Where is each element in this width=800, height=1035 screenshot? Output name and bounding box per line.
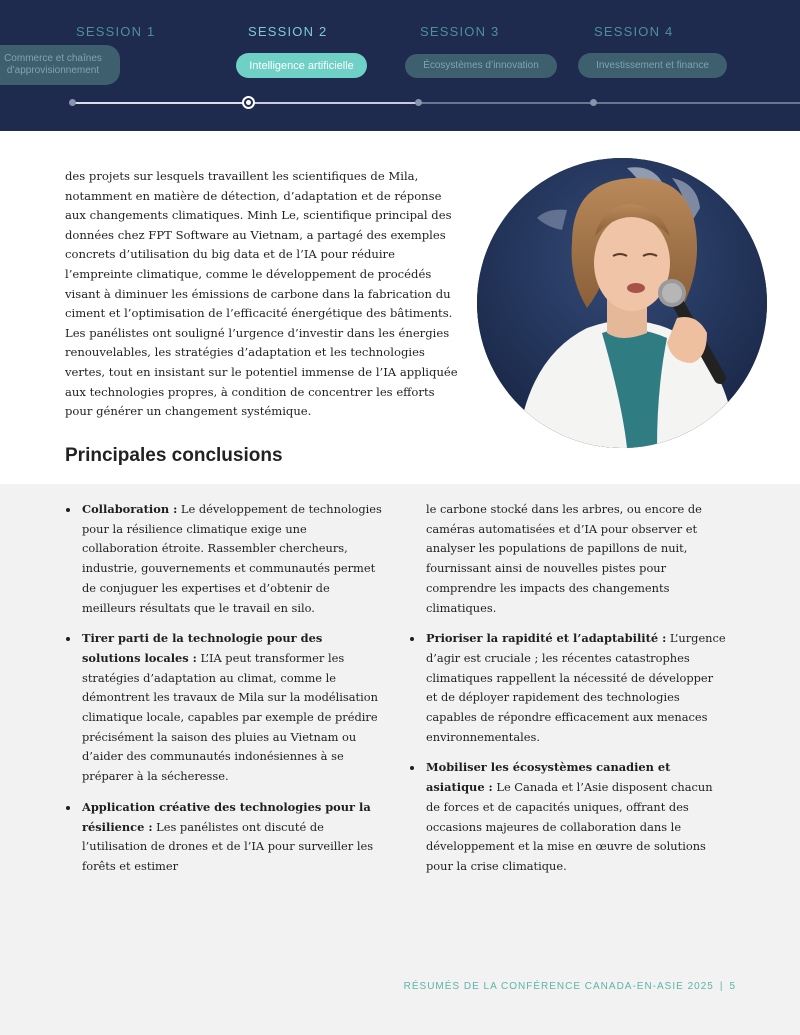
session-1-label: SESSION 1 <box>76 24 156 39</box>
timeline-dot-session-4[interactable] <box>590 99 597 106</box>
conclusion-heading: Prioriser la rapidité et l’adaptabilité : <box>426 631 667 646</box>
conclusion-heading: Tirer parti de la technologie pour des solutions locales : <box>82 631 323 665</box>
timeline-dot-session-1[interactable] <box>69 99 76 106</box>
timeline-dot-session-2-active[interactable] <box>242 96 255 109</box>
conclusion-body: Le Canada et l’Asie disposent chacun de forces et de capacités uniques, offrant des occasions majeures de collaboration dans le développement et la mise en œuvre de solutions pour la crise climatique. <box>426 780 713 873</box>
conclusions-column-right <box>408 500 728 888</box>
session-2-topic: Intelligence artificielle <box>249 59 354 72</box>
conclusion-body: L’urgence d’agir est cruciale ; les récentes catastrophes climatiques rappellent la nécessité de développer et de déployer rapidement des technologies capables de répondre efficacement aux menaces environnementales. <box>426 631 726 744</box>
session-3-topic: Écosystèmes d’innovation <box>423 60 539 71</box>
session-1-topic-pill[interactable] <box>0 45 120 85</box>
session-2-topic-pill[interactable] <box>236 53 367 78</box>
conclusion-body: Les panélistes ont discuté de l’utilisation de drones et de l’IA pour surveiller les forêts et estimer <box>82 819 374 873</box>
conclusion-body: L’IA peut transformer les stratégies d’adaptation au climat, comme le démontrent les travaux de Mila sur la modélisation climatique locale, capables par exemple de prédire précisément la saison des pluies au Vietnam ou d’aider des communautés indonésiennes à se préparer à la sécheresse. <box>82 650 378 784</box>
session-2-label: SESSION 2 <box>248 24 328 39</box>
conclusion-heading: Application créative des technologies pour la résilience : <box>82 799 371 834</box>
conclusion-item <box>408 758 728 876</box>
page-footer <box>404 981 736 992</box>
session-1-topic: Commerce et chaînes d’approvisionnement <box>4 53 102 76</box>
section-title-conclusions: Principales conclusions <box>65 445 283 466</box>
session-4-label: SESSION 4 <box>594 24 674 39</box>
timeline-dot-session-3[interactable] <box>415 99 422 106</box>
footer-separator: | <box>719 981 724 992</box>
conclusion-heading: Mobiliser les écosystèmes canadien et asiatique : <box>426 760 671 795</box>
conclusion-continuation: le carbone stocké dans les arbres, ou encore de caméras automatisées et d’IA pour observer et analyser les populations de papillons de nuit, fournissant ainsi de nouvelles pistes pour comprendre les impacts des changements climatiques. <box>426 502 702 615</box>
conclusion-item <box>408 629 728 747</box>
timeline-segment <box>248 102 418 104</box>
conclusion-body: Le développement de technologies pour la résilience climatique exige une collaboration étroite. Rassembler chercheurs, industrie, gouvernements et communautés permet de conjuguer les expertises et d’obtenir de meilleurs résultats que le travail en silo. <box>82 502 382 615</box>
timeline-progress <box>72 102 248 104</box>
intro-paragraph: des projets sur lesquels travaillent les scientifiques de Mila, notamment en matière de détection, d’adaptation et de réponse aux changements climatiques. Minh Le, scientifique principal des données chez FPT Software au Vietnam, a partagé des exemples concrets d’utilisation du big data et de l’IA pour réduire l’empreinte climatique, comme le développement de procédés visant à diminuer les émissions de carbone dans la fabrication du ciment et l’optimisation de l’efficacité énergétique des bâtiments. Les panélistes ont souligné l’urgence d’investir dans les énergies renouvelables, les stratégies d’adaptation et les technologies vertes, tout en insistant sur le potentiel immense de l’IA appliquée aux technologies propres, à condition de concentrer les efforts pour générer un changement systémique. <box>65 169 458 419</box>
conclusions-column-left <box>64 500 384 888</box>
session-3-label: SESSION 3 <box>420 24 500 39</box>
conclusion-heading: Collaboration : <box>82 502 178 516</box>
conclusion-item <box>64 629 384 787</box>
conclusion-item <box>64 500 384 618</box>
conclusion-item <box>64 798 384 877</box>
session-4-topic: Investissement et finance <box>596 59 709 71</box>
page-number: 5 <box>729 981 736 992</box>
session-4-topic-pill[interactable] <box>578 53 727 78</box>
speaker-photo <box>477 158 767 448</box>
speaker-photo-illustration <box>477 158 767 448</box>
footer-title: RÉSUMÉS DE LA CONFÉRENCE CANADA-EN-ASIE 2025 <box>403 981 714 992</box>
session-3-topic-pill[interactable] <box>405 54 557 78</box>
session-navigation <box>0 0 800 131</box>
